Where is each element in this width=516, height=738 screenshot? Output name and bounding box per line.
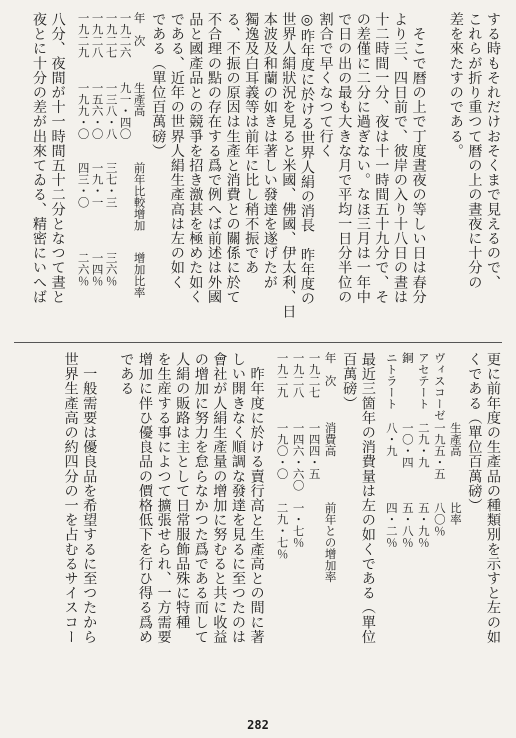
table-cell: 一九二六 [118, 12, 133, 58]
table-row [292, 352, 306, 708]
table-cell: 三七・三 [104, 162, 119, 208]
table-header [324, 352, 338, 708]
text-column: 差を來たすのである。 [447, 12, 464, 158]
table-cell: 生產高 [132, 82, 147, 117]
text-column: そこで暦の上で丁度晝夜の等しい日は春分 [410, 12, 427, 304]
table-cell: 四・二％ [384, 502, 399, 548]
text-column: する時もそれだけおそくまで見えるので、 [485, 12, 501, 290]
text-column: である（單位百萬磅） [150, 12, 167, 158]
table-cell: 比率 [448, 502, 463, 525]
table-row [77, 12, 91, 332]
table-cell: 一九二九 [275, 352, 290, 398]
table-cell: 二六％ [76, 252, 91, 287]
table-cell: 一九二九 [76, 12, 91, 58]
text-column: 十二時間一分、夜は十一時間五十九分で、そ [373, 12, 390, 304]
consumption-table [274, 352, 338, 708]
table-cell: 一九二七 [104, 12, 119, 58]
text-column: の差僅に二分に過ぎない。なほ三月は一年中 [354, 12, 371, 304]
table-cell: 銅 [400, 352, 415, 364]
text-column: 不合理の點の存在する爲で例へば前述は外國 [206, 12, 222, 304]
table-row [417, 352, 431, 708]
table-cell: 八・九 [384, 422, 399, 457]
text-column: 世界生產高の約四分の一を占むるサイスコー [62, 352, 79, 644]
table-cell: 年 次 [323, 352, 338, 387]
table-cell: 五・九％ [416, 502, 431, 548]
text-column: 割合で早くなつて行く [317, 12, 334, 158]
text-column: 本波及和蘭の如きは著しい發達を遂げたが [261, 12, 278, 290]
table-cell: 一九九・〇 [76, 82, 91, 140]
table-cell: 一九二八 [291, 352, 306, 398]
table-cell: アセテート [416, 352, 431, 410]
table-cell: 一九二八 [90, 12, 105, 58]
table-cell: 一九〇・〇 [275, 422, 290, 480]
text-column: 獨逸及白耳義等は前年に比し稍不振であ [243, 12, 260, 275]
table-cell: 一・七％ [291, 502, 306, 548]
text-column: ◎昨年度に於ける世界人絹の消長 昨年度の [299, 12, 315, 306]
text-column: くである（單位百萬磅） [466, 352, 483, 513]
text-column [428, 12, 446, 332]
text-column: より三、四日前で、彼岸の入り十八日の晝は [392, 12, 408, 304]
table-cell: 一五六・〇 [90, 82, 105, 140]
table-cell: 一三八・八 [104, 82, 119, 140]
text-column: しい開きなく順調な發達を見るに至つたのは [230, 352, 246, 644]
text-column: を生産する事によつて擴張せられ、一方需要 [155, 352, 172, 644]
text-column: 世界人絹狀況を見ると米國、佛國、伊太利、日 [280, 12, 297, 319]
table-cell: 一九五・五 [432, 422, 447, 480]
tier-divider [14, 342, 502, 343]
table-row [119, 12, 133, 332]
page-number: 282 [247, 718, 269, 732]
table-cell: 增加比率 [132, 252, 147, 298]
table-cell: 一九二七 [307, 352, 322, 398]
table-cell: 前年比較增加 [132, 162, 147, 231]
table-cell: 二九・七％ [275, 502, 290, 560]
lower-tier [12, 352, 502, 708]
upper-tier [12, 12, 502, 332]
table-row [91, 12, 105, 332]
text-column [99, 352, 117, 708]
table-row [385, 352, 399, 708]
table-cell: 一九・一 [90, 162, 105, 208]
table-row [401, 352, 415, 708]
table-header [449, 352, 463, 708]
text-column: 一般需要は優良品を希望するに至つたから [81, 352, 98, 644]
table-cell: 年 次 [132, 12, 147, 47]
text-column: 人絹の販路は主として日常服飾品殊に特種 [174, 352, 191, 630]
table-row [433, 352, 447, 708]
text-column: る、不振の原因は生產と消費との關係に於て [224, 12, 241, 304]
table-cell: ニトラート [384, 352, 399, 410]
text-column: 八分、夜間が十一時間五十二分となつて晝と [49, 12, 66, 304]
text-column: これらが折り重つて暦の上の晝夜に十分の [466, 12, 483, 290]
text-column: 百萬磅） [341, 352, 358, 411]
production-table [77, 12, 147, 332]
table-cell: 五・八％ [400, 502, 415, 548]
table-cell: 一四％ [90, 252, 105, 287]
table-cell: 消費高 [323, 422, 338, 457]
table-cell: 一〇・四 [400, 422, 415, 468]
table-row [105, 12, 119, 332]
table-header [133, 12, 147, 332]
text-column: 品と國產品との競爭を招き激甚を極めた如く [187, 12, 204, 304]
table-row [308, 352, 322, 708]
table-row [276, 352, 290, 708]
text-column: の增加に努力を怠らなかつた爲である而して [192, 352, 209, 644]
text-column: 更に前年度の生產品の種類別を示すと左の如 [485, 352, 501, 644]
text-column: 夜とに十分の差が出來てゐる、精密にいへば [31, 12, 47, 304]
text-column: 最近三箇年の消費量は左の如くである（單位 [359, 352, 376, 644]
table-cell: 一四四・五 [307, 422, 322, 480]
text-column: 會社が人絹生產量の增加に努むると共に收益 [211, 352, 228, 644]
text-column: である [118, 352, 135, 396]
table-cell: 二九・九 [416, 422, 431, 468]
text-column: で日の出の最も大きな月で平均一日分半位の [336, 12, 353, 304]
table-cell: 前年との增加率 [323, 502, 338, 583]
table-cell: 四三・〇 [76, 162, 91, 208]
table-cell: 三六％ [104, 252, 119, 287]
table-cell: 八〇％ [432, 502, 447, 537]
table-cell: ヴィスコーゼ [432, 352, 447, 421]
product-type-table [383, 352, 463, 708]
text-column: 昨年度に於ける賣行高と生產高との間に著 [248, 352, 265, 644]
table-cell: 九一・四〇 [118, 82, 133, 140]
text-column: である、近年の世界人絹生產高は左の如く [168, 12, 185, 290]
table-cell: 一四六・六〇 [291, 422, 306, 491]
text-column: 增加に伴ひ優良品の價格低下を行ひ得る爲め [137, 352, 153, 644]
table-cell: 生產高 [448, 422, 463, 457]
